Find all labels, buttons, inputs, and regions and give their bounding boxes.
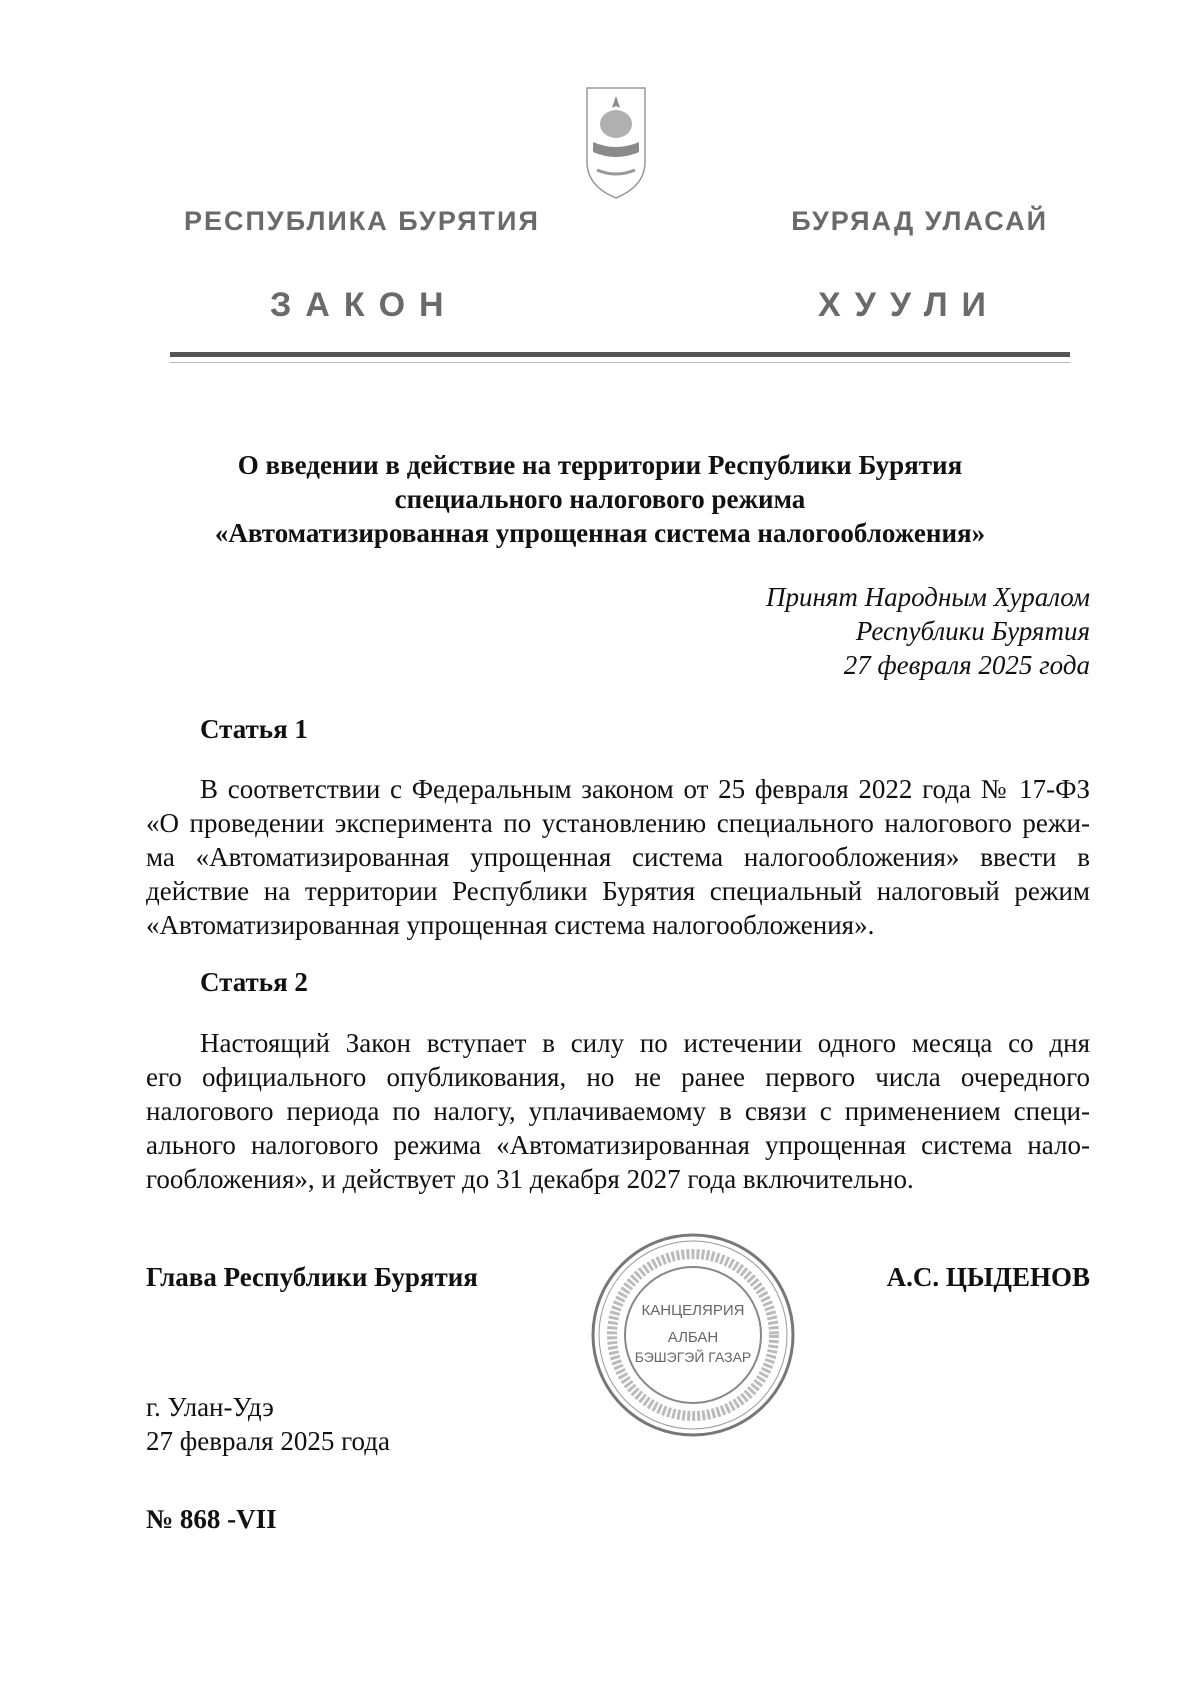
law-label-bua: ХУУЛИ [818, 286, 1000, 324]
text-line: действие на территории Республики Бурятия специальный налоговый режим [146, 876, 1090, 906]
text-line: В соответствии с Федеральным законом от 25 февраля 2022 года № 17-ФЗ [200, 774, 1090, 804]
official-seal-stamp [588, 1230, 798, 1440]
law-title-line: «Автоматизированная упрощенная система налогообложения» [214, 518, 986, 548]
text-line: Настоящий Закон вступает в силу по истечении одного месяца со дня [200, 1028, 1090, 1058]
coat-of-arms-icon [583, 82, 649, 202]
adoption-note [766, 580, 1090, 682]
text-line: его официального опубликования, но не ранее первого числа очередного [146, 1062, 1090, 1092]
seal-text: КАНЦЕЛЯРИЯ [641, 1302, 745, 1319]
text-line: гообложения», и действует до 31 декабря 2027 года включительно. [146, 1164, 914, 1194]
header-divider-thin [170, 362, 1070, 363]
seal-text: АЛБАН [667, 1329, 719, 1346]
text-line: ального налогового режима «Автоматизированная упрощенная система нало- [146, 1130, 1090, 1160]
law-number: № 868 -VII [146, 1504, 277, 1534]
text-line: «Автоматизированная упрощенная система налогообложения». [146, 910, 875, 940]
header-divider [170, 352, 1070, 357]
text-line: «О проведении эксперимента по установлению специального налогового режи- [146, 808, 1090, 838]
republic-name-ru: РЕСПУБЛИКА БУРЯТИЯ [184, 206, 540, 236]
law-title [130, 448, 1070, 550]
seal-text: БЭШЭГЭЙ ГАЗАР [634, 1349, 752, 1365]
text-line: налогового периода по налогу, уплачиваемому в связи с применением специ- [146, 1096, 1090, 1126]
signatory-position: Глава Республики Бурятия [146, 1262, 478, 1292]
law-title-line: специального налогового режима [394, 484, 806, 514]
article-1-text [146, 772, 1090, 942]
law-title-line: О введении в действие на территории Республики Бурятия [237, 450, 963, 480]
republic-name-bua: БУРЯАД УЛАСАЙ [791, 206, 1048, 236]
text-line: ма «Автоматизированная упрощенная система налогообложения» ввести в [146, 842, 1090, 872]
law-label-ru: ЗАКОН [270, 286, 458, 324]
article-2-text [146, 1026, 1090, 1196]
signing-date: 27 февраля 2025 года [146, 1426, 390, 1456]
adoption-line: Республики Бурятия [855, 616, 1090, 646]
place-and-date [146, 1390, 390, 1458]
signatory-name: А.С. ЦЫДЕНОВ [886, 1262, 1090, 1292]
article-1-title: Статья 1 [200, 714, 308, 744]
adoption-date: 27 февраля 2025 года [843, 650, 1090, 680]
article-2-title: Статья 2 [200, 967, 308, 997]
signing-city: г. Улан-Удэ [146, 1392, 274, 1422]
adoption-line: Принят Народным Хуралом [765, 582, 1090, 612]
